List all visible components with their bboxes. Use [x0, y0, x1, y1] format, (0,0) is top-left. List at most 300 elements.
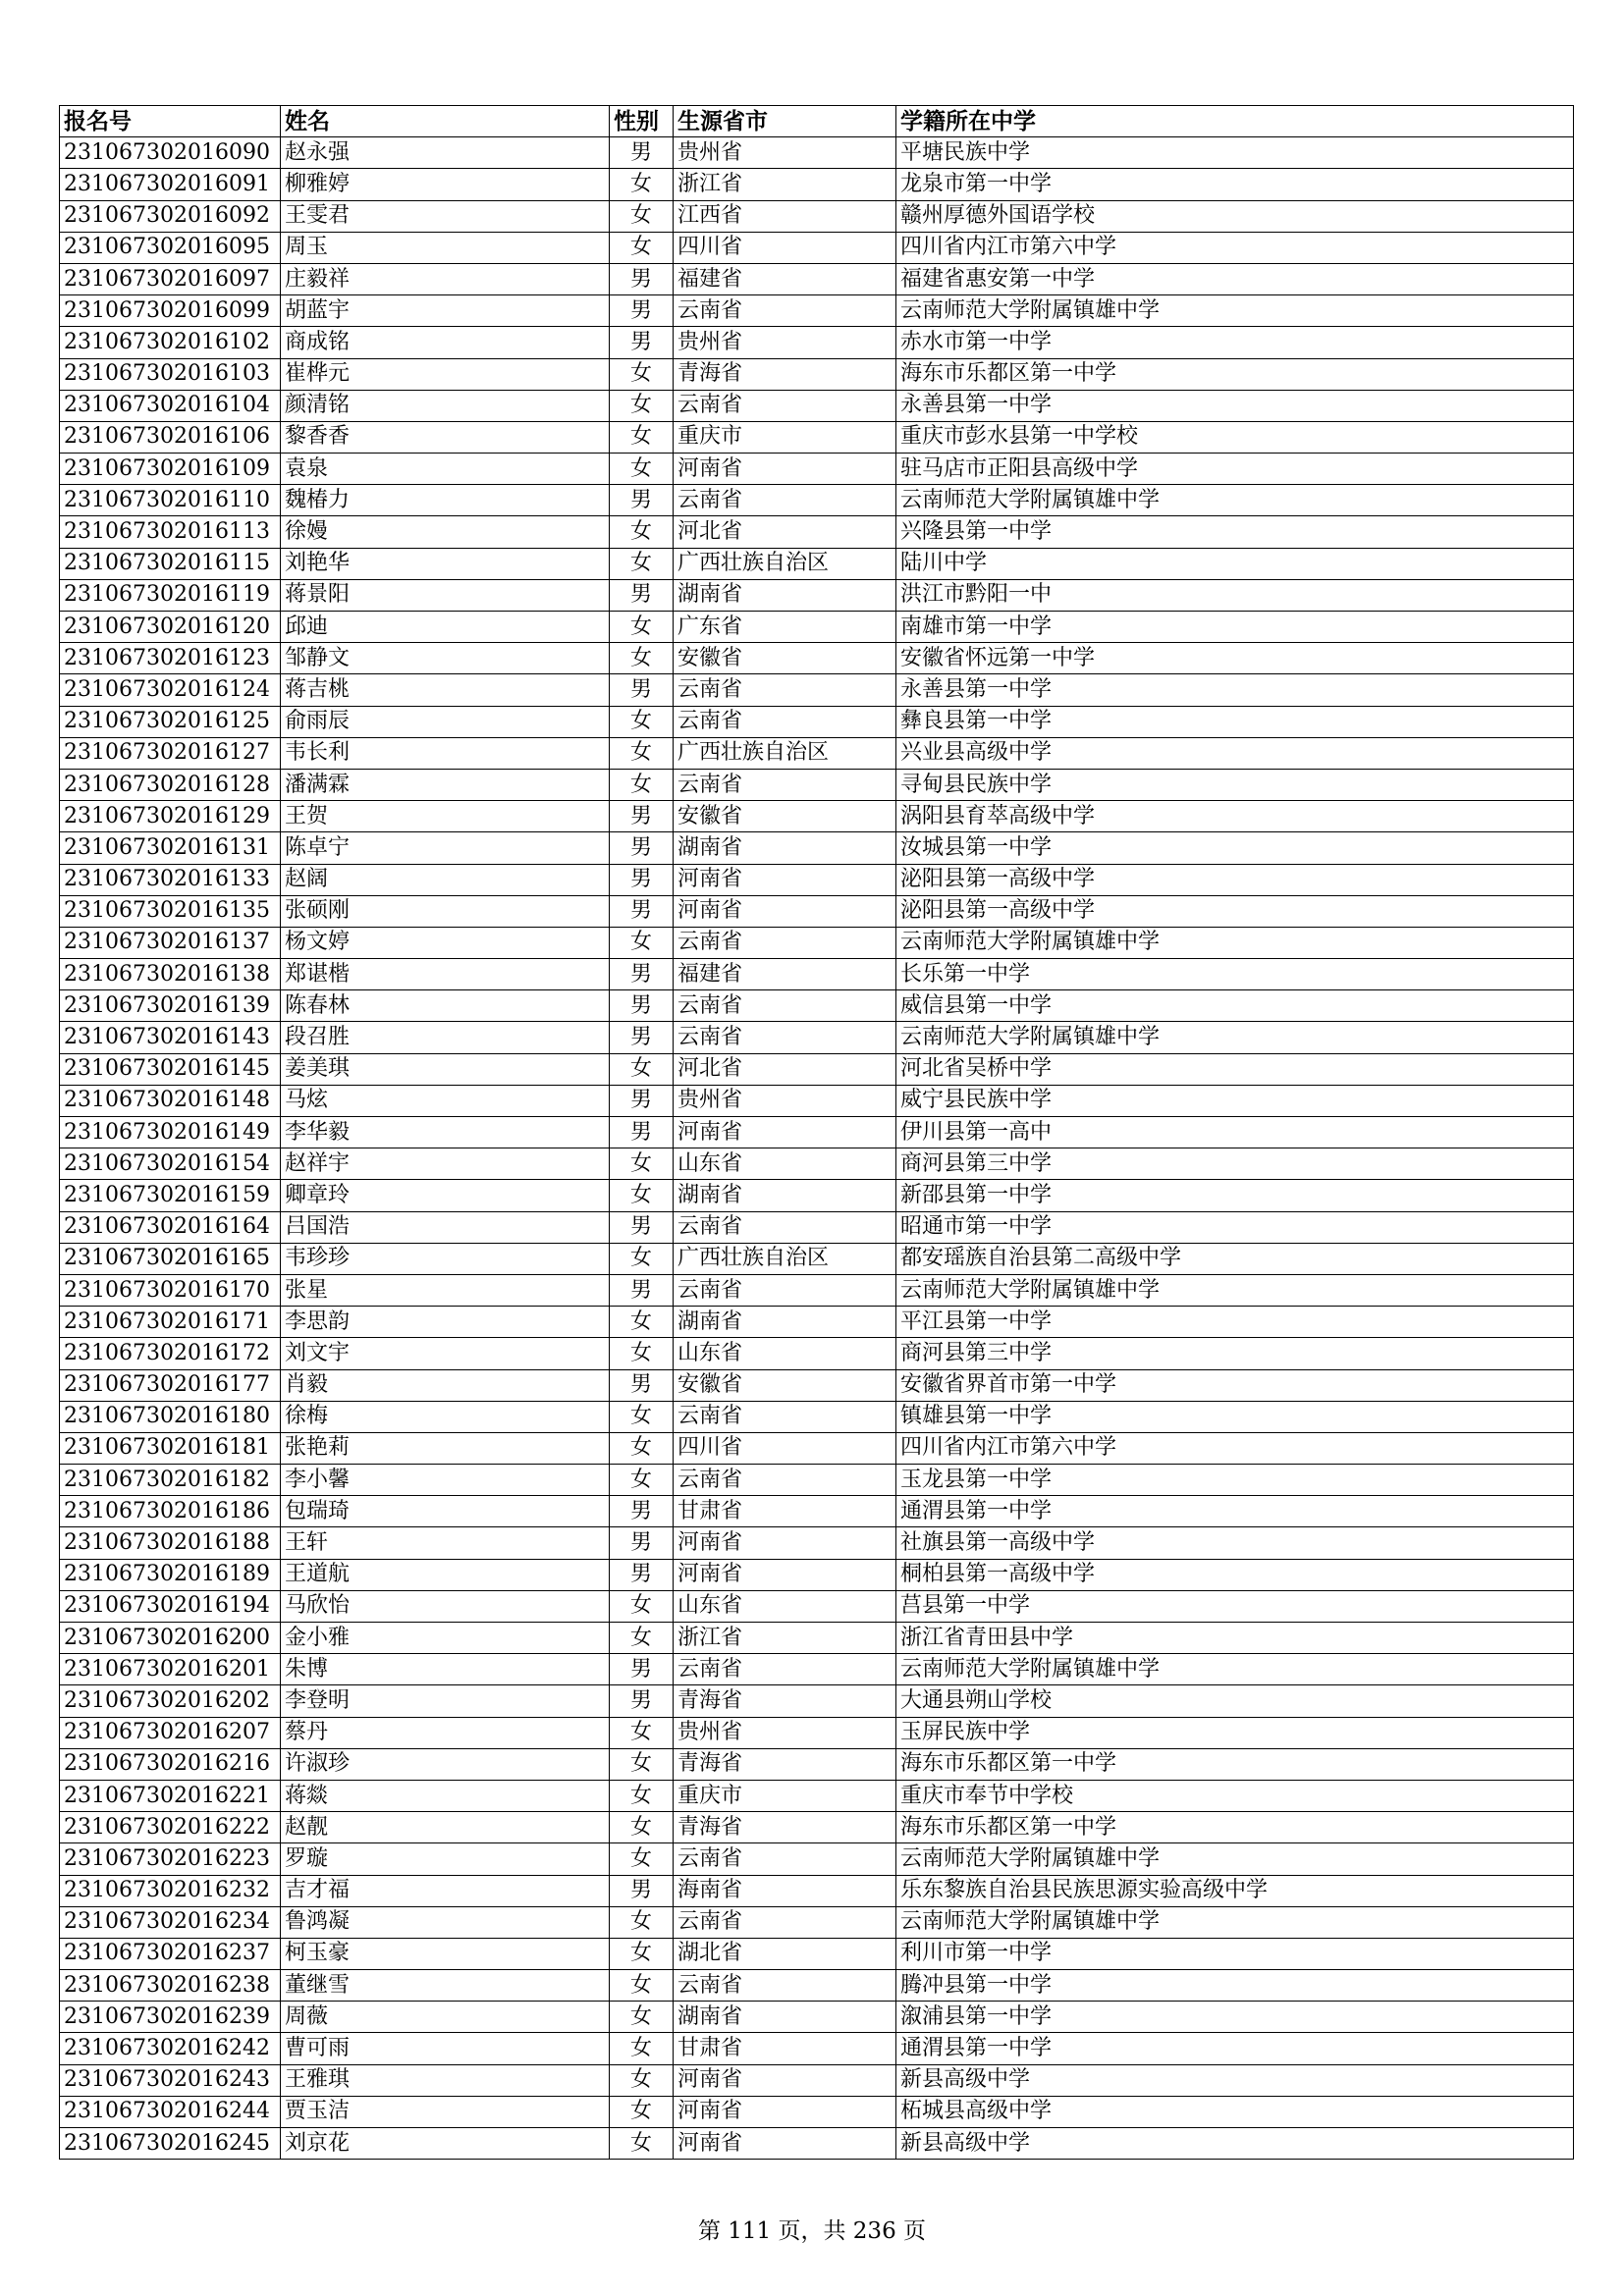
name-cell: 李思韵 [281, 1307, 610, 1338]
province-cell: 贵州省 [674, 1085, 896, 1116]
gender-cell: 男 [610, 1559, 674, 1590]
registration-number-cell: 231067302016170 [60, 1274, 281, 1306]
name-cell: 赵阔 [281, 864, 610, 895]
registration-number-cell: 231067302016159 [60, 1180, 281, 1211]
province-cell: 云南省 [674, 990, 896, 1022]
name-cell: 卿章玲 [281, 1180, 610, 1211]
registration-number-cell: 231067302016237 [60, 1938, 281, 1969]
name-cell: 郑谌楷 [281, 959, 610, 990]
registration-number-cell: 231067302016104 [60, 390, 281, 421]
province-cell: 海南省 [674, 1875, 896, 1906]
gender-cell: 女 [610, 358, 674, 390]
registration-number-cell: 231067302016194 [60, 1590, 281, 1622]
registration-number-cell: 231067302016092 [60, 200, 281, 232]
gender-cell: 女 [610, 1148, 674, 1180]
registration-number-cell: 231067302016120 [60, 612, 281, 643]
gender-cell: 女 [610, 612, 674, 643]
school-cell: 平塘民族中学 [896, 137, 1574, 169]
name-cell: 韦长利 [281, 737, 610, 769]
name-cell: 商成铭 [281, 327, 610, 358]
table-row [60, 1527, 1574, 1559]
name-cell: 李小馨 [281, 1465, 610, 1496]
registration-number-cell: 231067302016238 [60, 1970, 281, 2002]
table-row [60, 1559, 1574, 1590]
table-row [60, 1369, 1574, 1401]
name-cell: 张星 [281, 1274, 610, 1306]
registration-number-cell: 231067302016148 [60, 1085, 281, 1116]
gender-cell: 男 [610, 1369, 674, 1401]
name-cell: 王道航 [281, 1559, 610, 1590]
province-cell: 云南省 [674, 295, 896, 327]
gender-cell: 男 [610, 1527, 674, 1559]
province-cell: 河南省 [674, 864, 896, 895]
name-cell: 邱迪 [281, 612, 610, 643]
province-cell: 福建省 [674, 959, 896, 990]
registration-number-cell: 231067302016103 [60, 358, 281, 390]
registration-number-cell: 231067302016165 [60, 1243, 281, 1274]
school-cell: 云南师范大学附属镇雄中学 [896, 1022, 1574, 1053]
province-cell: 湖南省 [674, 1307, 896, 1338]
name-cell: 罗璇 [281, 1843, 610, 1875]
school-cell: 莒县第一中学 [896, 1590, 1574, 1622]
gender-cell: 女 [610, 169, 674, 200]
gender-cell: 女 [610, 1906, 674, 1938]
school-cell: 柘城县高级中学 [896, 2096, 1574, 2127]
gender-cell: 女 [610, 1623, 674, 1654]
name-cell: 李登明 [281, 1685, 610, 1717]
name-cell: 朱博 [281, 1654, 610, 1685]
registration-number-cell: 231067302016127 [60, 737, 281, 769]
province-cell: 广西壮族自治区 [674, 548, 896, 579]
name-cell: 王贺 [281, 801, 610, 832]
gender-cell: 男 [610, 1654, 674, 1685]
registration-number-cell: 231067302016123 [60, 643, 281, 674]
province-cell: 河南省 [674, 895, 896, 927]
school-cell: 社旗县第一高级中学 [896, 1527, 1574, 1559]
table-row [60, 137, 1574, 169]
gender-cell: 男 [610, 327, 674, 358]
school-cell: 彝良县第一中学 [896, 706, 1574, 737]
gender-cell: 女 [610, 1843, 674, 1875]
header-gender: 性别 [610, 106, 674, 137]
table-row [60, 706, 1574, 737]
table-row [60, 485, 1574, 516]
table-row [60, 2128, 1574, 2160]
gender-cell: 女 [610, 390, 674, 421]
gender-cell: 女 [610, 1717, 674, 1748]
province-cell: 云南省 [674, 1211, 896, 1243]
school-cell: 浙江省青田县中学 [896, 1623, 1574, 1654]
province-cell: 贵州省 [674, 137, 896, 169]
gender-cell: 女 [610, 2064, 674, 2096]
name-cell: 蒋燚 [281, 1780, 610, 1811]
table-row [60, 1211, 1574, 1243]
registration-number-cell: 231067302016232 [60, 1875, 281, 1906]
school-cell: 云南师范大学附属镇雄中学 [896, 295, 1574, 327]
registration-number-cell: 231067302016090 [60, 137, 281, 169]
gender-cell: 男 [610, 674, 674, 706]
gender-cell: 男 [610, 1875, 674, 1906]
province-cell: 湖南省 [674, 1180, 896, 1211]
province-cell: 甘肃省 [674, 2033, 896, 2064]
gender-cell: 女 [610, 1243, 674, 1274]
province-cell: 广东省 [674, 612, 896, 643]
name-cell: 吕国浩 [281, 1211, 610, 1243]
table-row [60, 516, 1574, 548]
province-cell: 四川省 [674, 1432, 896, 1464]
gender-cell: 男 [610, 990, 674, 1022]
name-cell: 董继雪 [281, 1970, 610, 2002]
school-cell: 陆川中学 [896, 548, 1574, 579]
school-cell: 龙泉市第一中学 [896, 169, 1574, 200]
registration-number-cell: 231067302016128 [60, 769, 281, 800]
province-cell: 河南省 [674, 2064, 896, 2096]
province-cell: 安徽省 [674, 643, 896, 674]
gender-cell: 女 [610, 2002, 674, 2033]
registration-number-cell: 231067302016164 [60, 1211, 281, 1243]
school-cell: 四川省内江市第六中学 [896, 232, 1574, 263]
table-row [60, 1654, 1574, 1685]
name-cell: 潘满霖 [281, 769, 610, 800]
registration-number-cell: 231067302016239 [60, 2002, 281, 2033]
table-row [60, 832, 1574, 864]
registration-number-cell: 231067302016245 [60, 2128, 281, 2160]
table-row [60, 1906, 1574, 1938]
registration-number-cell: 231067302016222 [60, 1812, 281, 1843]
table-row [60, 1590, 1574, 1622]
registration-number-cell: 231067302016113 [60, 516, 281, 548]
table-row [60, 421, 1574, 453]
gender-cell: 男 [610, 801, 674, 832]
gender-cell: 女 [610, 737, 674, 769]
student-table [59, 105, 1574, 2160]
province-cell: 青海省 [674, 358, 896, 390]
province-cell: 山东省 [674, 1148, 896, 1180]
table-row [60, 1274, 1574, 1306]
gender-cell: 男 [610, 832, 674, 864]
table-row [60, 1401, 1574, 1432]
gender-cell: 男 [610, 485, 674, 516]
registration-number-cell: 231067302016202 [60, 1685, 281, 1717]
table-row [60, 1085, 1574, 1116]
table-row [60, 232, 1574, 263]
registration-number-cell: 231067302016106 [60, 421, 281, 453]
table-row [60, 1148, 1574, 1180]
table-row [60, 895, 1574, 927]
table-row [60, 1780, 1574, 1811]
table-row [60, 1496, 1574, 1527]
table-row [60, 1432, 1574, 1464]
province-cell: 甘肃省 [674, 1496, 896, 1527]
school-cell: 新县高级中学 [896, 2128, 1574, 2160]
school-cell: 商河县第三中学 [896, 1338, 1574, 1369]
table-row [60, 1180, 1574, 1211]
gender-cell: 女 [610, 2128, 674, 2160]
province-cell: 云南省 [674, 1022, 896, 1053]
name-cell: 颜清铭 [281, 390, 610, 421]
registration-number-cell: 231067302016102 [60, 327, 281, 358]
province-cell: 贵州省 [674, 327, 896, 358]
table-header-row [60, 106, 1574, 137]
gender-cell: 女 [610, 927, 674, 958]
table-row [60, 1938, 1574, 1969]
school-cell: 寻甸县民族中学 [896, 769, 1574, 800]
school-cell: 威信县第一中学 [896, 990, 1574, 1022]
province-cell: 河南省 [674, 2128, 896, 2160]
school-cell: 福建省惠安第一中学 [896, 263, 1574, 294]
school-cell: 腾冲县第一中学 [896, 1970, 1574, 2002]
table-row [60, 927, 1574, 958]
gender-cell: 女 [610, 769, 674, 800]
table-row [60, 1717, 1574, 1748]
school-cell: 汝城县第一中学 [896, 832, 1574, 864]
table-row [60, 1338, 1574, 1369]
gender-cell: 女 [610, 1432, 674, 1464]
gender-cell: 男 [610, 1274, 674, 1306]
province-cell: 云南省 [674, 1843, 896, 1875]
registration-number-cell: 231067302016131 [60, 832, 281, 864]
name-cell: 马欣怡 [281, 1590, 610, 1622]
registration-number-cell: 231067302016172 [60, 1338, 281, 1369]
school-cell: 商河县第三中学 [896, 1148, 1574, 1180]
province-cell: 福建省 [674, 263, 896, 294]
gender-cell: 男 [610, 1496, 674, 1527]
name-cell: 柯玉豪 [281, 1938, 610, 1969]
registration-number-cell: 231067302016125 [60, 706, 281, 737]
gender-cell: 男 [610, 137, 674, 169]
school-cell: 云南师范大学附属镇雄中学 [896, 1906, 1574, 1938]
table-row [60, 1843, 1574, 1875]
table-row [60, 169, 1574, 200]
school-cell: 赣州厚德外国语学校 [896, 200, 1574, 232]
gender-cell: 女 [610, 1180, 674, 1211]
name-cell: 贾玉洁 [281, 2096, 610, 2127]
school-cell: 海东市乐都区第一中学 [896, 1812, 1574, 1843]
province-cell: 重庆市 [674, 421, 896, 453]
header-province: 生源省市 [674, 106, 896, 137]
registration-number-cell: 231067302016099 [60, 295, 281, 327]
gender-cell: 男 [610, 864, 674, 895]
name-cell: 赵靓 [281, 1812, 610, 1843]
registration-number-cell: 231067302016182 [60, 1465, 281, 1496]
registration-number-cell: 231067302016137 [60, 927, 281, 958]
table-row [60, 579, 1574, 611]
gender-cell: 女 [610, 643, 674, 674]
table-row [60, 1465, 1574, 1496]
province-cell: 安徽省 [674, 1369, 896, 1401]
gender-cell: 女 [610, 1307, 674, 1338]
school-cell: 海东市乐都区第一中学 [896, 358, 1574, 390]
registration-number-cell: 231067302016133 [60, 864, 281, 895]
table-row [60, 864, 1574, 895]
name-cell: 刘文宇 [281, 1338, 610, 1369]
province-cell: 湖南省 [674, 579, 896, 611]
table-row [60, 2064, 1574, 2096]
school-cell: 利川市第一中学 [896, 1938, 1574, 1969]
name-cell: 吉才福 [281, 1875, 610, 1906]
school-cell: 赤水市第一中学 [896, 327, 1574, 358]
table-row [60, 2096, 1574, 2127]
table-row [60, 1685, 1574, 1717]
name-cell: 周玉 [281, 232, 610, 263]
school-cell: 永善县第一中学 [896, 390, 1574, 421]
name-cell: 段召胜 [281, 1022, 610, 1053]
province-cell: 广西壮族自治区 [674, 1243, 896, 1274]
name-cell: 张艳莉 [281, 1432, 610, 1464]
name-cell: 王雯君 [281, 200, 610, 232]
province-cell: 云南省 [674, 1274, 896, 1306]
registration-number-cell: 231067302016115 [60, 548, 281, 579]
gender-cell: 女 [610, 232, 674, 263]
registration-number-cell: 231067302016244 [60, 2096, 281, 2127]
name-cell: 魏椿力 [281, 485, 610, 516]
registration-number-cell: 231067302016180 [60, 1401, 281, 1432]
header-school: 学籍所在中学 [896, 106, 1574, 137]
table-row [60, 327, 1574, 358]
registration-number-cell: 231067302016149 [60, 1117, 281, 1148]
name-cell: 李华毅 [281, 1117, 610, 1148]
province-cell: 湖南省 [674, 832, 896, 864]
province-cell: 青海省 [674, 1685, 896, 1717]
name-cell: 蔡丹 [281, 1717, 610, 1748]
school-cell: 威宁县民族中学 [896, 1085, 1574, 1116]
table-row [60, 1022, 1574, 1053]
gender-cell: 女 [610, 200, 674, 232]
province-cell: 河南省 [674, 454, 896, 485]
school-cell: 云南师范大学附属镇雄中学 [896, 1274, 1574, 1306]
name-cell: 曹可雨 [281, 2033, 610, 2064]
registration-number-cell: 231067302016110 [60, 485, 281, 516]
name-cell: 刘艳华 [281, 548, 610, 579]
registration-number-cell: 231067302016188 [60, 1527, 281, 1559]
gender-cell: 女 [610, 1748, 674, 1780]
gender-cell: 女 [610, 706, 674, 737]
name-cell: 周薇 [281, 2002, 610, 2033]
table-row [60, 1748, 1574, 1780]
province-cell: 云南省 [674, 390, 896, 421]
province-cell: 云南省 [674, 927, 896, 958]
table-row [60, 643, 1574, 674]
school-cell: 通渭县第一中学 [896, 1496, 1574, 1527]
registration-number-cell: 231067302016200 [60, 1623, 281, 1654]
gender-cell: 男 [610, 1685, 674, 1717]
table-row [60, 548, 1574, 579]
table-row [60, 1243, 1574, 1274]
school-cell: 云南师范大学附属镇雄中学 [896, 485, 1574, 516]
province-cell: 河南省 [674, 1527, 896, 1559]
table-row [60, 200, 1574, 232]
name-cell: 杨文婷 [281, 927, 610, 958]
school-cell: 安徽省界首市第一中学 [896, 1369, 1574, 1401]
name-cell: 王雅琪 [281, 2064, 610, 2096]
gender-cell: 女 [610, 1053, 674, 1085]
name-cell: 陈卓宁 [281, 832, 610, 864]
gender-cell: 男 [610, 959, 674, 990]
school-cell: 长乐第一中学 [896, 959, 1574, 990]
school-cell: 云南师范大学附属镇雄中学 [896, 1654, 1574, 1685]
registration-number-cell: 231067302016207 [60, 1717, 281, 1748]
school-cell: 洪江市黔阳一中 [896, 579, 1574, 611]
registration-number-cell: 231067302016091 [60, 169, 281, 200]
province-cell: 云南省 [674, 1906, 896, 1938]
name-cell: 蒋吉桃 [281, 674, 610, 706]
province-cell: 浙江省 [674, 1623, 896, 1654]
gender-cell: 女 [610, 1780, 674, 1811]
province-cell: 云南省 [674, 1654, 896, 1685]
gender-cell: 女 [610, 516, 674, 548]
gender-cell: 女 [610, 2096, 674, 2127]
table-row [60, 737, 1574, 769]
province-cell: 青海省 [674, 1812, 896, 1843]
table-row [60, 2033, 1574, 2064]
registration-number-cell: 231067302016189 [60, 1559, 281, 1590]
gender-cell: 女 [610, 1465, 674, 1496]
gender-cell: 女 [610, 1970, 674, 2002]
gender-cell: 男 [610, 579, 674, 611]
registration-number-cell: 231067302016139 [60, 990, 281, 1022]
gender-cell: 女 [610, 2033, 674, 2064]
province-cell: 云南省 [674, 1465, 896, 1496]
header-registration-number: 报名号 [60, 106, 281, 137]
registration-number-cell: 231067302016145 [60, 1053, 281, 1085]
registration-number-cell: 231067302016177 [60, 1369, 281, 1401]
registration-number-cell: 231067302016186 [60, 1496, 281, 1527]
school-cell: 玉龙县第一中学 [896, 1465, 1574, 1496]
province-cell: 重庆市 [674, 1780, 896, 1811]
name-cell: 赵祥宇 [281, 1148, 610, 1180]
registration-number-cell: 231067302016119 [60, 579, 281, 611]
name-cell: 陈春林 [281, 990, 610, 1022]
table-row [60, 990, 1574, 1022]
table-row [60, 263, 1574, 294]
province-cell: 河北省 [674, 516, 896, 548]
registration-number-cell: 231067302016234 [60, 1906, 281, 1938]
school-cell: 四川省内江市第六中学 [896, 1432, 1574, 1464]
table-row [60, 1053, 1574, 1085]
gender-cell: 男 [610, 895, 674, 927]
registration-number-cell: 231067302016181 [60, 1432, 281, 1464]
registration-number-cell: 231067302016124 [60, 674, 281, 706]
school-cell: 涡阳县育萃高级中学 [896, 801, 1574, 832]
registration-number-cell: 231067302016243 [60, 2064, 281, 2096]
gender-cell: 女 [610, 1338, 674, 1369]
school-cell: 通渭县第一中学 [896, 2033, 1574, 2064]
gender-cell: 男 [610, 263, 674, 294]
registration-number-cell: 231067302016171 [60, 1307, 281, 1338]
school-cell: 桐柏县第一高级中学 [896, 1559, 1574, 1590]
school-cell: 兴业县高级中学 [896, 737, 1574, 769]
province-cell: 云南省 [674, 706, 896, 737]
school-cell: 云南师范大学附属镇雄中学 [896, 927, 1574, 958]
school-cell: 泌阳县第一高级中学 [896, 895, 1574, 927]
table-row [60, 390, 1574, 421]
name-cell: 蒋景阳 [281, 579, 610, 611]
registration-number-cell: 231067302016201 [60, 1654, 281, 1685]
gender-cell: 女 [610, 1590, 674, 1622]
gender-cell: 女 [610, 1938, 674, 1969]
province-cell: 河南省 [674, 1559, 896, 1590]
name-cell: 徐嫚 [281, 516, 610, 548]
gender-cell: 男 [610, 1117, 674, 1148]
table-row [60, 1875, 1574, 1906]
province-cell: 云南省 [674, 1970, 896, 2002]
name-cell: 庄毅祥 [281, 263, 610, 294]
registration-number-cell: 231067302016216 [60, 1748, 281, 1780]
province-cell: 广西壮族自治区 [674, 737, 896, 769]
table-row [60, 1970, 1574, 2002]
registration-number-cell: 231067302016138 [60, 959, 281, 990]
name-cell: 黎香香 [281, 421, 610, 453]
